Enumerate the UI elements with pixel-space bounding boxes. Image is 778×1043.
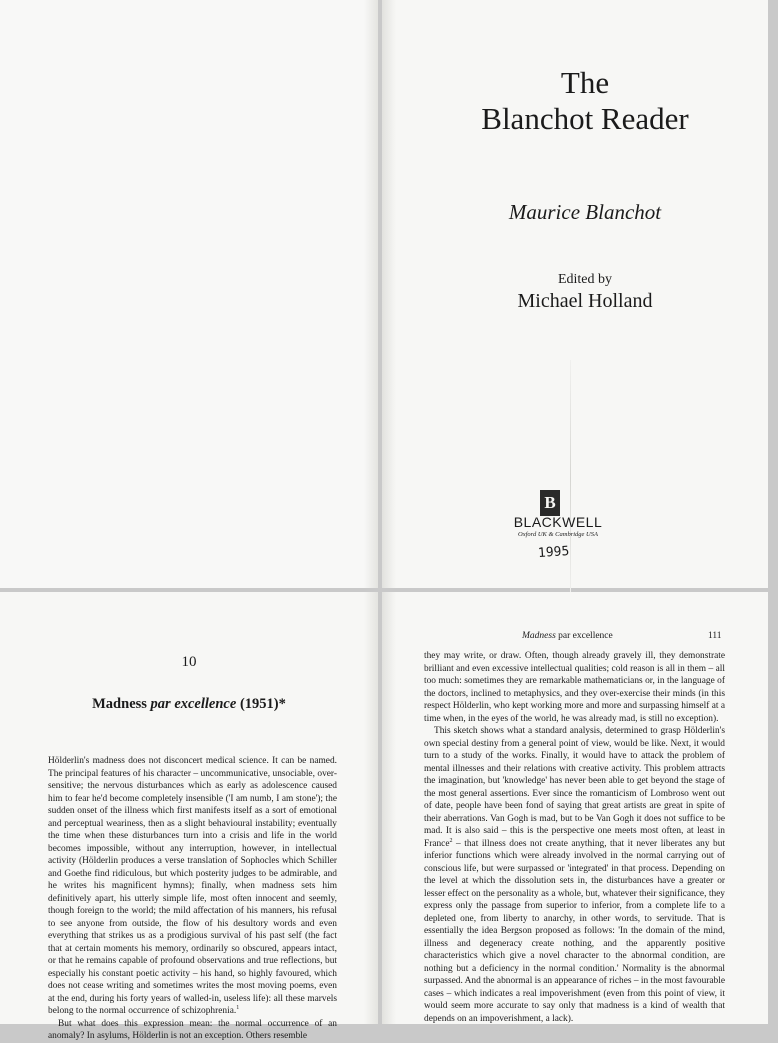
chapter-title-main: Madness (92, 696, 147, 712)
paragraph: This sketch shows what a standard analysis, determined to grasp Hölderlin's own special destiny from a general point of view, would be like. Next, it would turn to a study of the works. Finally, it would have to attack the problem of mental illnesses and their relations with creative activity. This problem attracts the imagination, but 'knowledge' has never been able to get beyond the stage of the most general assertions. Ever since the romanticism of Lombroso went out of date, people have been fond of saying that great artists are great in spite of their aberrations. Van Gogh is mad, but to be Van Gogh it does not suffice to be mad. It is also said – this is the perspective one meets most often, at least in France$^2$ – that illness does not create anything, that it never liberates any but inferior functions which were already involved in the normal carrying out of conscious life, but were surpassed or 'integrated' in that process. Depending on the level at which the dissolution sets in, the disturbances have a greater or lesser effect on the personality as a whole, but, whatever their significance, they express only the passage from superior to inferior, from a complete life to a depleted one, from liberty to anarchy, in other words, to servitude. That is essentially the idea Bergson proposed as follows: 'In the domain of the mind, illness and degeneracy create nothing, and the apparently positive characteristics which give a novel character to the abnormal condition, are nothing but a deficiency in the normal condition.' Normality is the abnormal surpassed. And the abnormal is an appearance of riches – in the most favourable cases – which indicates a real impoverishment (even from this point of view, it would seem more accurate to say only that madness is a kind of wealth that depends on an impoverishment, a lack). (424, 726, 725, 1024)
title-page (382, 0, 768, 588)
footnote-ref: 2 (449, 837, 453, 844)
book-author: Maurice Blanchot (508, 200, 662, 224)
chapter-title-year: (1951)* (239, 696, 286, 712)
paragraph: But what does this expression mean: the normal occurrence of an anomaly? In asylums, Hölderlin is not an exception. Others resemble (48, 1018, 337, 1041)
chapter-page (0, 592, 378, 1041)
publisher-place: Oxford UK & Cambridge USA (518, 531, 598, 538)
book-title-line2: Blanchot Reader (481, 101, 689, 136)
paragraph: they may write, or draw. Often, though already gravely ill, they demonstrate brilliant and even excessive intellectual qualities; cold reason is all in them – all too much: sometimes they are remarkable mathematicians or, in the language of the doctors, inclined to metaphysics, and they over-exercise their minds (in this respect Hölderlin, who kept working more and more and surpassing himself at a time when, in the eyes of the world, he was already mad, is still no exception). (424, 651, 725, 724)
publisher-logo-icon: B (540, 490, 560, 516)
book-title-line1: The (560, 65, 610, 100)
handwritten-year: 1995 (537, 543, 570, 562)
edited-by-label: Edited by (557, 272, 613, 287)
scan-artifact (570, 360, 571, 600)
footnote-ref: 1 (236, 1004, 240, 1011)
chapter-number: 10 (181, 654, 197, 670)
gutter-shadow (382, 592, 396, 1024)
blank-page (0, 0, 378, 588)
continuation-page (382, 592, 768, 1024)
editor-name: Michael Holland (517, 290, 653, 312)
chapter-title (0, 696, 378, 713)
running-head: Madness par excellence (522, 631, 613, 641)
chapter-body (48, 755, 337, 1043)
paragraph: Hölderlin's madness does not disconcert medical science. It can be named. The principal features of his character – uncommunicative, unsociable, over-sensitive; the nervous disturbances which as early as adolescence caused him to fear he'd become completely insensible ('I am numb, I am stone'); the sudden onset of the illness which first manifests itself as a sort of emotional and perceptual weariness, then as a slight behavioural instability; eventually the time when these disturbances turn into a crisis and life in the world becomes impossible, without any interruption, however, in intellectual activity (Hölderlin produces a verse translation of Sophocles which Schiller and Goethe find ridiculous, but which posterity judges to be admirable, and he writes his magnificent hymns); finally, when madness sets him definitively apart, his utterly simple life, most often innocent and seemly, though foreign to the world; the mild affectation of his manners, his refusal to see anyone from outside, the flow of his desultory words and even everything that strikes us as a prodigious survival of his past self (the fact that at certain moments his memory, ordinarily so obscured, appears intact, or that he remains capable of profound observations and true reflections, but especially his constant poetic activity – his hand, so highly favoured, which does not cease writing and sometimes writes the most moving poems, even at the end, during his forty years of walled-in, useless life): all these marvels belong to the normal occurrence of schizophrenia.$^1$ (48, 756, 337, 1016)
page-number: 111 (708, 631, 722, 641)
publisher-name: BLACKWELL (513, 514, 603, 530)
chapter-title-italic: par excellence (150, 696, 237, 712)
continuation-body (424, 650, 725, 1025)
gutter-shadow (364, 0, 378, 588)
